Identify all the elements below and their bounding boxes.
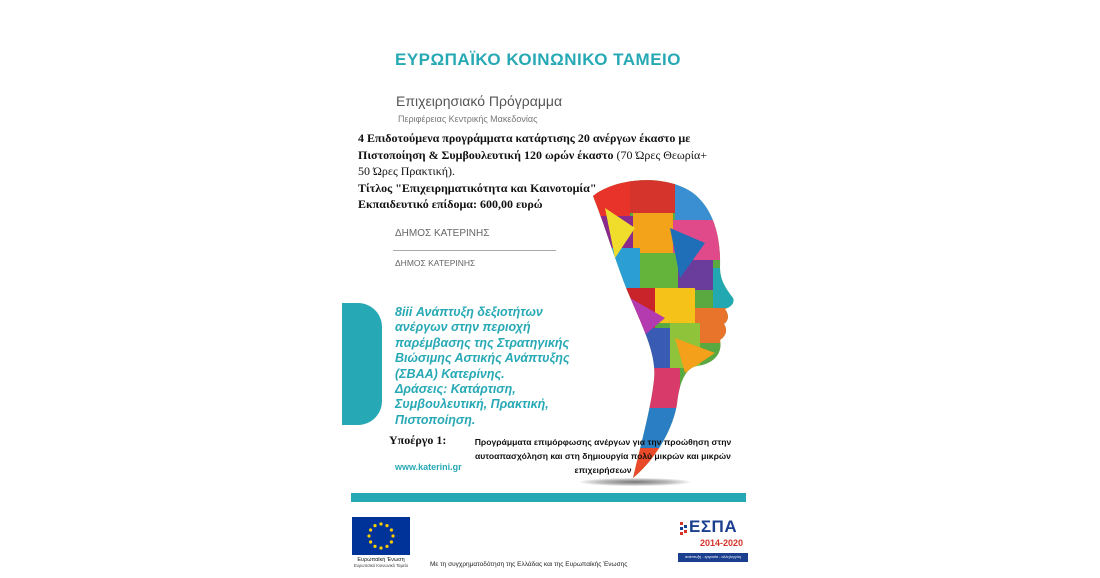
subproject-line: αυτοαπασχόληση και στη δημιουργία πολύ μικρών και μικρών	[475, 451, 731, 461]
allowance-line: Εκπαιδευτικό επίδομα: 600,00 ευρώ	[358, 197, 543, 211]
divider	[393, 250, 556, 251]
axis-line: παρέμβασης της Στρατηγικής	[395, 335, 570, 350]
subproject-line: Προγράμματα επιμόρφωσης ανέργων για την προώθηση στην	[474, 437, 732, 447]
subproject-description	[453, 435, 753, 477]
head-shadow	[580, 478, 690, 486]
eu-label-subtitle: Ευρωπαϊκό Κοινωνικό Ταμείο	[353, 563, 409, 568]
espa-logo-text: ΕΣΠΑ	[689, 517, 738, 536]
description-line: 50 Ώρες Πρακτική).	[358, 164, 456, 178]
axis-line: Πιστοποίηση.	[395, 412, 476, 427]
eu-flag-icon	[352, 517, 410, 555]
programme-title-line: Τίτλος "Επιχειρηματικότητα και Καινοτομία"	[358, 180, 597, 195]
website-link[interactable]: www.katerini.gr	[395, 462, 462, 472]
axis-line: Βιώσιμης Αστικής Ανάπτυξης	[395, 351, 570, 366]
eu-label	[350, 557, 412, 568]
espa-tagline: ανάπτυξη - εργασία - αλληλεγγύη	[684, 555, 742, 559]
axis-line: 8iii Ανάπτυξη δεξιοτήτων	[395, 305, 543, 319]
axis-line: (ΣΒΑΑ) Κατερίνης.	[395, 366, 505, 381]
municipality-name-small: ΔΗΜΟΣ ΚΑΤΕΡΙΝΗΣ	[395, 258, 476, 268]
espa-logo-icon	[678, 519, 748, 564]
operational-programme-title: Επιχειρησιακό Πρόγραμμα	[396, 93, 563, 109]
axis-line: Συμβουλευτική, Πρακτική,	[395, 397, 549, 412]
axis-description	[395, 305, 605, 428]
description-line: Πιστοποίηση & Συμβουλευτική 120 ωρών έκαστο (70 Ώρες Θεωρία+	[358, 147, 708, 162]
eu-label-title: Ευρωπαϊκή Ένωση	[357, 557, 405, 563]
subproject-line: επιχειρήσεων	[574, 465, 632, 475]
axis-line: ανέργων στην περιοχή	[395, 320, 531, 335]
region-subtitle: Περιφέρειας Κεντρικής Μακεδονίας	[398, 114, 538, 124]
description-line: 4 Επιδοτούμενα προγράμματα κατάρτισης 20 ανέργων έκαστο με	[358, 131, 691, 145]
subproject-label: Υποέργο 1:	[389, 433, 447, 447]
axis-line: Δράσεις: Κατάρτιση,	[395, 382, 516, 397]
cofinancing-note: Με τη συγχρηματοδότηση της Ελλάδας και της Ευρωπαϊκής Ένωσης	[430, 561, 628, 568]
accent-band	[351, 493, 746, 502]
espa-years: 2014-2020	[700, 538, 744, 548]
municipality-name: ΔΗΜΟΣ ΚΑΤΕΡΙΝΗΣ	[395, 228, 490, 239]
fund-title: ΕΥΡΩΠΑΪΚΟ ΚΟΙΝΩΝΙΚΟ ΤΑΜΕΙΟ	[395, 50, 682, 69]
accent-tab	[342, 303, 382, 425]
